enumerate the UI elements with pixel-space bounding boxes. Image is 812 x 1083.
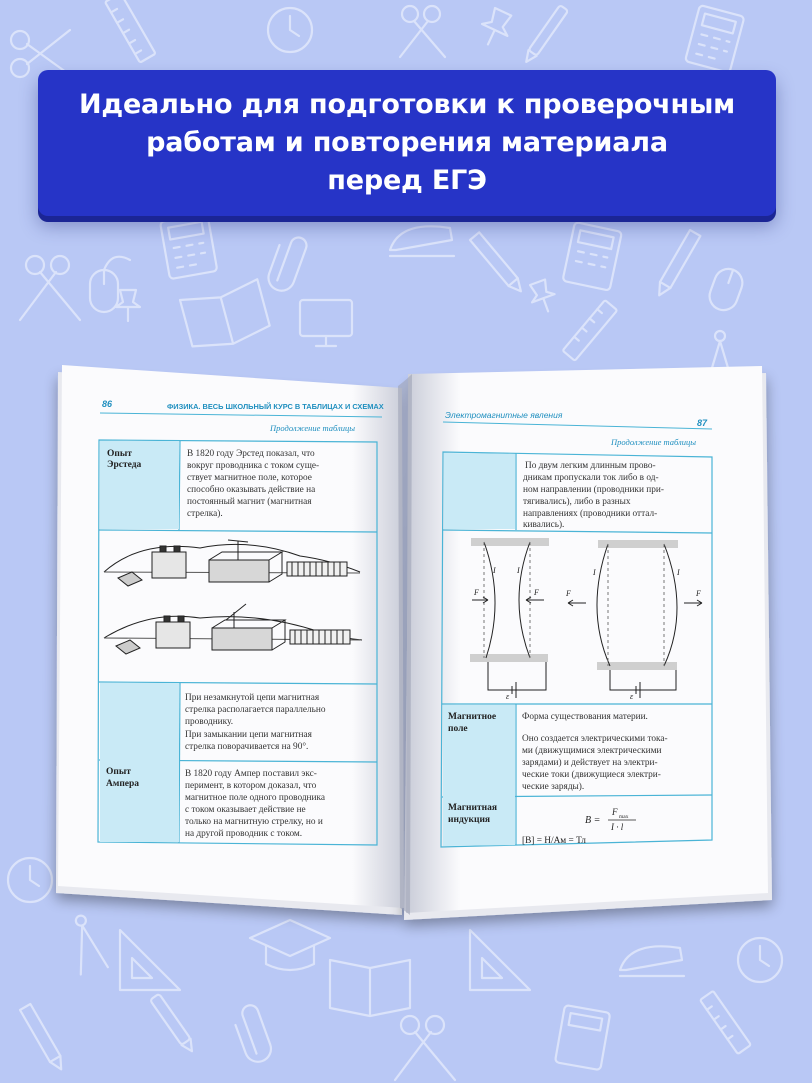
formula-numerator: F [612, 807, 618, 817]
induction-label-2: индукция [448, 815, 491, 825]
field-label-2: поле [448, 724, 468, 734]
wires-text-3: ном направлении (проводники при- [523, 485, 664, 495]
needle-text-4: При замыкании цепи магнитная [185, 730, 312, 740]
ampere-text-4: с током оказывает действие не [185, 805, 306, 815]
emf-label-1: ε [506, 692, 510, 701]
right-running-header: Электромагнитные явления [445, 410, 563, 420]
oersted-label-1: Опыт [107, 449, 132, 459]
wires-text-4: тягивались), либо в разных [523, 497, 631, 507]
field-text-5: ческие токи (движущиеся электри- [522, 770, 661, 780]
current-label-1: I [493, 566, 496, 575]
needle-text-1: При незамкнутой цепи магнитная [185, 693, 320, 703]
wires-text-2: дникам пропускали ток либо в од- [523, 473, 659, 483]
current-label-4: I [677, 568, 680, 577]
field-label-1: Магнитное [448, 712, 497, 722]
ampere-label-1: Опыт [106, 767, 131, 777]
ampere-text-3: магнитное поле одного проводника [185, 793, 326, 803]
right-continuation: Продолжение таблицы [611, 437, 697, 447]
oersted-text-4: способно оказывать действие на [187, 485, 316, 495]
wires-text-1: По двум легким длинным прово- [525, 461, 656, 471]
left-page-number: 86 [102, 399, 113, 409]
oersted-text-6: стрелка). [187, 509, 223, 519]
emf-label-2: ε [630, 692, 634, 701]
field-text-6: ческие заряды). [522, 782, 585, 792]
ampere-text-2: перимент, в котором доказал, что [185, 781, 317, 791]
wires-text-5: направлениях (проводники оттал- [523, 509, 658, 519]
headline-line-1: Идеально для подготовки к проверочным [78, 89, 736, 120]
formula-numerator-sub: max [619, 814, 629, 820]
ampere-text-5: только на магнитную стрелку, но и [185, 817, 323, 827]
unit-text: [B] = Н/Ам = Тл [522, 836, 586, 846]
field-text-4: зарядами) и действует на электри- [522, 758, 658, 768]
oersted-text-1: В 1820 году Эрстед показал, что [187, 449, 315, 459]
formula-denominator: I · l [611, 822, 624, 832]
force-label-3: F [566, 589, 571, 598]
field-text-1: Форма существования материи. [522, 712, 648, 722]
wires-text-6: кивались). [523, 520, 565, 530]
needle-text-2: стрелка располагается параллельно [185, 705, 326, 715]
ampere-text-6: на другой проводник с током. [185, 829, 303, 839]
needle-text-3: проводнику. [185, 717, 234, 727]
left-running-header: ФИЗИКА. ВЕСЬ ШКОЛЬНЫЙ КУРС В ТАБЛИЦАХ И СХЕМАХ [167, 402, 384, 411]
oersted-text-2: вокруг проводника с током суще- [187, 461, 320, 471]
field-text-2: Оно создается электрическими тока- [522, 734, 668, 744]
left-continuation: Продолжение таблицы [270, 423, 356, 433]
field-text-3: ми (движущимися электрическими [522, 746, 662, 756]
force-label-4: F [696, 589, 701, 598]
force-label-1: F [474, 588, 479, 597]
formula-lhs: B = [585, 815, 601, 826]
current-label-3: I [593, 568, 596, 577]
headline-line-2: работам и повторения материала [146, 127, 668, 158]
needle-text-5: стрелка поворачивается на 90°. [185, 742, 309, 752]
oersted-text-5: постоянный магнит (магнитная [187, 497, 312, 507]
headline-line-3: перед ЕГЭ [327, 165, 487, 196]
ampere-text-1: В 1820 году Ампер поставил экс- [185, 769, 317, 779]
ampere-label-2: Ампера [106, 779, 140, 789]
current-label-2: I [517, 566, 520, 575]
force-label-2: F [534, 588, 539, 597]
oersted-label-2: Эрстеда [107, 460, 142, 470]
right-page-number: 87 [697, 418, 708, 428]
oersted-text-3: ствует магнитное поле, которое [187, 473, 312, 483]
induction-label-1: Магнитная [448, 803, 498, 813]
